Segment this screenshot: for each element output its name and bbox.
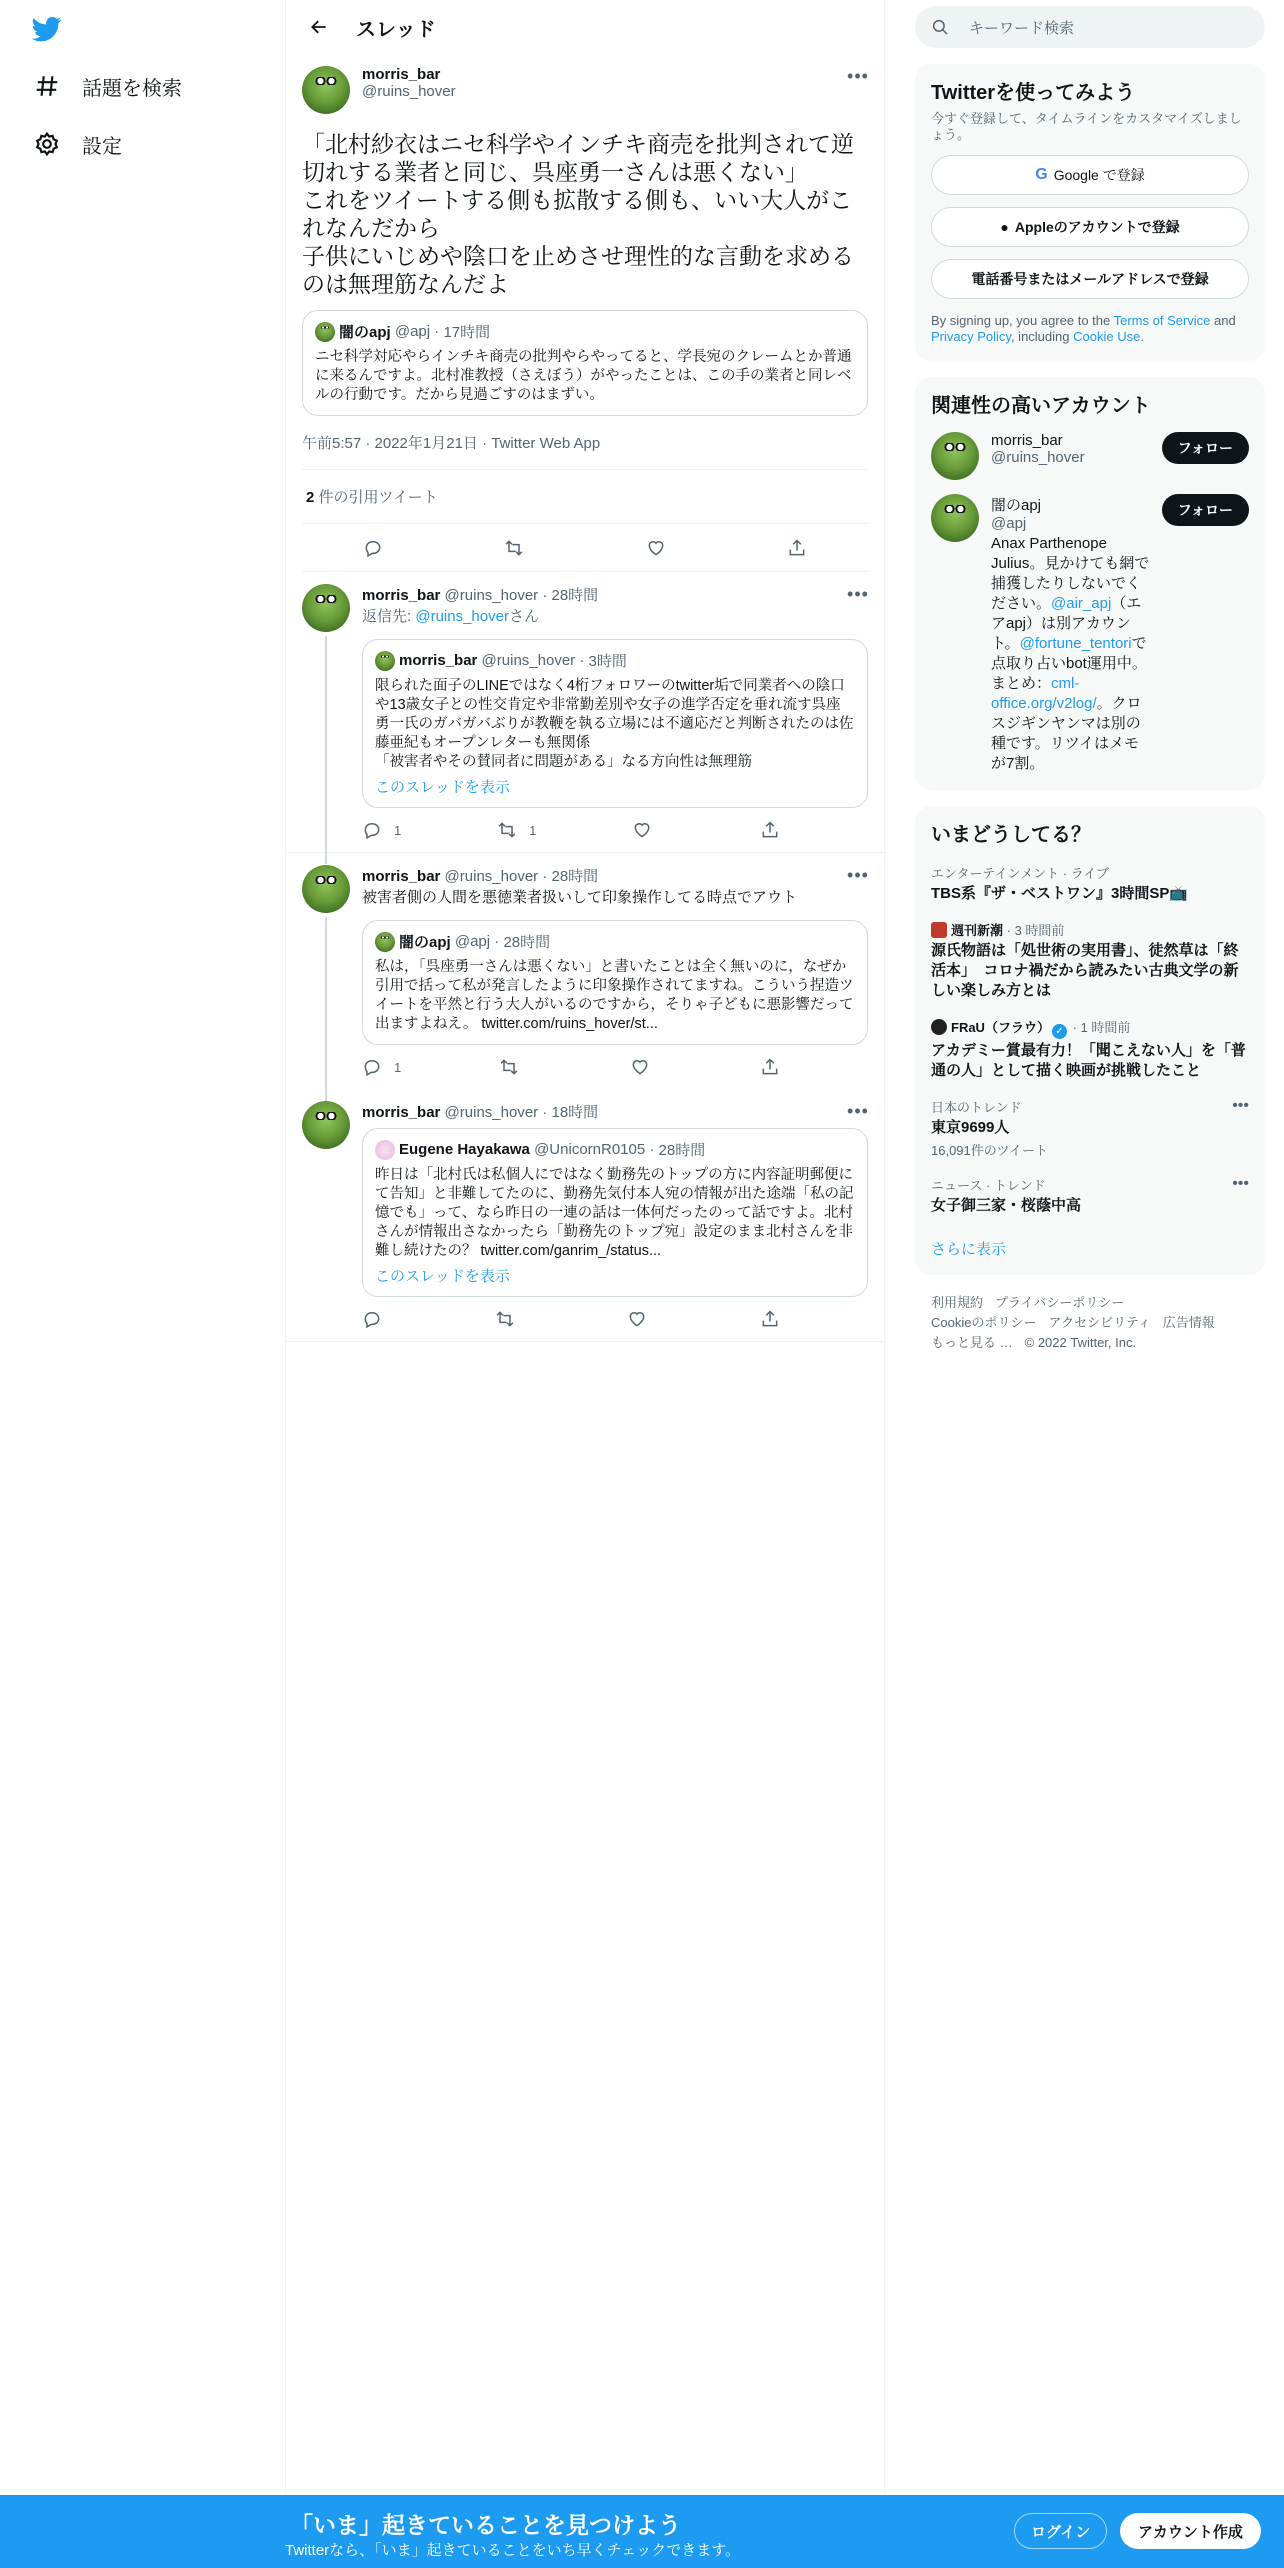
account-name[interactable]: 闇のapj (991, 497, 1042, 514)
like-action[interactable] (627, 1309, 659, 1329)
account-handle[interactable]: @apj (991, 515, 1027, 532)
hashtag-icon (34, 73, 60, 99)
trend-name: アカデミー賞最有力！「聞こえない人」を「普通の人」として描く映画が挑戦したこと (931, 1042, 1246, 1079)
publisher-icon (931, 1019, 947, 1035)
reply-author-handle[interactable]: @ruins_hover (444, 868, 539, 885)
avatar[interactable] (302, 1101, 350, 1149)
share-icon (760, 820, 780, 840)
quote-author-handle: @ruins_hover (481, 652, 576, 669)
quoted-tweet[interactable]: 闇のapj @apj · 17時間 ニセ科学対応やらインチキ商売の批判やらやってると、学長宛のクレームとか普通に来るんですよ。北村准教授（さえぼう）がやったことは、この手の業者と同レベルの行動です。だから見過ごすのはまずい。 (302, 310, 868, 416)
trend-time: 1 時間前 (1080, 1020, 1131, 1035)
trend-item[interactable] (931, 863, 1249, 904)
trend-source: 週刊新潮 (951, 923, 1004, 938)
reply-tweet-3[interactable]: morris_bar @ruins_hover · 18時間 ••• Eugene Hayakawa @UnicornR0105 · 28時間 昨日は「北村氏は私個人にではなく勤務先のトップの方に内容証明郵便にて告知」と非難してたのに、勤務先気付本人宛の情報が出た途端「私の記憶でも」って、なら昨日の一連の話は一体何だったのって話ですよ。北村さんが情報出さなかったら「勤務先のトップ宛」設定のまま北村さんを非難し続けたの？ twitter.com/ganrim_/status... このスレッドを表示 (286, 1089, 884, 1342)
tweet-actions (302, 524, 868, 572)
reply-author-name[interactable]: morris_bar (362, 1104, 441, 1121)
trend-category: エンターテインメント · ライブ (931, 866, 1109, 881)
phone-signup-label: 電話番号またはメールアドレスで登録 (971, 271, 1209, 287)
retweet-action[interactable] (497, 820, 536, 840)
main-column (285, 0, 885, 2568)
trend-tweet-count: 16,091件のツイート (931, 1143, 1048, 1158)
reply-action[interactable] (362, 1057, 401, 1077)
quote-time: 3時間 (588, 653, 627, 670)
reply-action[interactable] (362, 1309, 394, 1329)
trend-item[interactable] (931, 1097, 1249, 1159)
banner-subtitle: Twitterなら、「いま」起きていることをいち早くチェックできます。 (285, 2542, 741, 2559)
reply-time[interactable]: 18時間 (551, 1104, 599, 1121)
back-arrow-icon (309, 17, 329, 37)
trend-time: 3 時間前 (1014, 923, 1065, 938)
author-name[interactable]: morris_bar (362, 66, 441, 83)
bio-link-fortune[interactable]: @fortune_tentori (1019, 635, 1132, 652)
share-action[interactable] (760, 1309, 792, 1329)
reply-icon (362, 1309, 382, 1329)
share-icon (760, 1309, 780, 1329)
copyright: © 2022 Twitter, Inc. (1024, 1335, 1137, 1350)
quote-author-name: Eugene Hayakawa (399, 1141, 530, 1158)
quote-avatar (375, 1140, 395, 1160)
quote-author-handle: @UnicornR0105 (534, 1141, 646, 1158)
like-icon (632, 820, 652, 840)
footer-link[interactable]: プライバシーポリシー (995, 1295, 1125, 1310)
apple-icon: ● (1000, 219, 1009, 235)
main-tweet (286, 54, 884, 572)
reply-author-handle[interactable]: @ruins_hover (444, 1104, 539, 1121)
author-handle[interactable]: @ruins_hover (362, 83, 456, 100)
google-signup-label: Google で登録 (1053, 167, 1145, 183)
bio-link-air-apj[interactable]: @air_apj (1051, 595, 1112, 612)
reply-time[interactable]: 28時間 (551, 868, 599, 885)
avatar[interactable] (302, 66, 350, 114)
related-accounts-card (915, 377, 1265, 790)
signup-subtitle: 今すぐ登録して、タイムラインをカスタマイズしましょう。 (931, 111, 1242, 142)
like-icon (630, 1057, 650, 1077)
search-input[interactable] (915, 6, 1265, 48)
more-options-icon[interactable]: ••• (1232, 1175, 1249, 1192)
apple-signup-label: Appleのアカウントで登録 (1014, 219, 1180, 235)
reply-tweet-1[interactable]: morris_bar @ruins_hover · 28時間 ••• 返信先: @ruins_hoverさん morris_bar @ruins_hover · 3時間 限られた面子のLINEではなく4桁フォロワーのtwitter垢で同業者への陰口や13歳女子との性交肯定や非常勤差別や女子の進学否定を垂れ流す呉座勇一氏のガバガバぶりが教鞭を執る立場には不適応だと判断されたのは佐藤亜紀もオープンレターも無関係 「被害者やその賛同者に問題がある」なる方向性は無理筋 このスレッドを表示 1 1 (286, 572, 884, 853)
trend-item[interactable]: FRaU（フラウ） ✓ · 1 時間前 アカデミー賞最有力！「聞こえない人」を「普通の人」として描く映画が挑戦したこと (931, 1017, 1249, 1081)
twitter-logo-icon[interactable] (30, 14, 64, 44)
reply-tweet-2[interactable]: morris_bar @ruins_hover · 28時間 ••• 被害者側の人間を悪徳業者扱いして印象操作してる時点でアウト 闇のapj @apj · 28時間 私は，「呉座勇一さんは悪くない」と書いたことは全く無いのに，なぜか引用で括って私が発言したように印象操作されてますね。こういう捏造ツイートを平然と行う大人がいるのですから，そりゃ子どもに悪影響だって出ますよねえ。 twitter.com/ruins_hover/st... 1 (286, 853, 884, 1089)
footer-link[interactable]: 広告情報 (1162, 1315, 1215, 1330)
reply-actions (362, 1297, 792, 1341)
reply-count: 1 (394, 1059, 402, 1075)
show-more-link[interactable]: さらに表示 (931, 1241, 1007, 1258)
tweet-text: 「北村紗衣はニセ科学やインチキ商売を批判されて逆切れする業者と同じ、呉座勇一さんは悪くない」 これをツイートする側も拡散する側も、いい大人がこれなんだから 子供にいじめや陰口を止めさせ理性的な言動を求めるのは無理筋なんだよ (302, 131, 854, 297)
quoted-tweet[interactable]: 闇のapj @apj · 28時間 私は，「呉座勇一さんは悪くない」と書いたことは全く無いのに，なぜか引用で括って私が発言したように印象操作されてますね。こういう捏造ツイートを平然と行う大人がいるのですから，そりゃ子どもに悪影響だって出ますよねえ。 twitter.com/ruins_hover/st... (362, 920, 868, 1045)
signup-banner (0, 2495, 1284, 2568)
footer-link[interactable]: アクセシビリティ (1048, 1315, 1151, 1330)
share-icon[interactable] (787, 538, 807, 558)
reply-to-link[interactable]: @ruins_hover (415, 608, 509, 625)
show-thread-link[interactable]: このスレッドを表示 (375, 779, 510, 796)
quote-author-name: morris_bar (399, 652, 478, 669)
avatar[interactable] (302, 865, 350, 913)
show-thread-link[interactable]: このスレッドを表示 (375, 1268, 510, 1285)
nav-explore[interactable] (34, 66, 182, 106)
footer-link[interactable]: Cookieのポリシー (931, 1315, 1037, 1330)
retweet-count: 1 (529, 822, 537, 838)
trend-item[interactable] (931, 1175, 1249, 1216)
quote-text: ニセ科学対応やらインチキ商売の批判やらやってると、学長宛のクレームとか普通に来るんですよ。北村准教授（さえぼう）がやったことは、この手の業者と同レベルの行動です。だから見過ごすのはまずい。 (315, 349, 852, 403)
nav-settings-label: 設定 (82, 135, 122, 158)
reply-author-handle[interactable]: @ruins_hover (444, 587, 539, 604)
trend-category: 日本のトレンド (931, 1100, 1022, 1115)
gear-icon (34, 131, 60, 157)
reply-count: 1 (394, 822, 402, 838)
share-action[interactable] (760, 1057, 792, 1077)
create-account-button[interactable]: アカウント作成 (1120, 2513, 1261, 2549)
trends-card (915, 806, 1265, 1275)
account-bio: Anax Parthenope Julius。見かけても網で捕獲したりしないでください。@air_apj（エアapj）は別アカウント。@fortune_tentoriで点取り占いbot運用中。まとめ：cml-office.org/v2log/。クロスジギンヤンマは別の種です。リツイはメモが7割。 (991, 535, 1150, 772)
quote-author-name: 闇のapj (399, 934, 451, 951)
trend-name: TBS系『ザ・ベストワン』3時間SP📺 (931, 885, 1189, 902)
quoted-tweet[interactable]: morris_bar @ruins_hover · 3時間 限られた面子のLINEではなく4桁フォロワーのtwitter垢で同業者への陰口や13歳女子との性交肯定や非常勤差別や女子の進学否定を垂れ流す呉座勇一氏のガバガバぶりが教鞭を執る立場には不適応だと判断されたのは佐藤亜紀もオープンレターも無関係 「被害者やその賛同者に問題がある」なる方向性は無理筋 このスレッドを表示 (362, 639, 868, 808)
follow-button[interactable]: フォロー (1162, 494, 1249, 526)
reply-icon[interactable] (363, 538, 383, 558)
signup-title: Twitterを使ってみよう (931, 82, 1136, 104)
related-account[interactable] (931, 494, 1249, 774)
quote-tweet-count[interactable] (302, 470, 868, 524)
reply-text: 被害者側の人間を悪徳業者扱いして印象操作してる時点でアウト (362, 889, 798, 906)
quote-count-value: 2 (306, 489, 315, 506)
login-button[interactable]: ログイン (1014, 2513, 1107, 2549)
signup-card (915, 64, 1265, 361)
footer-more-link[interactable]: もっと見る … (931, 1335, 1013, 1350)
retweet-icon (495, 1309, 515, 1329)
more-options-icon[interactable]: ••• (847, 65, 869, 86)
reply-icon (362, 1057, 382, 1077)
reply-author-name[interactable]: morris_bar (362, 587, 441, 604)
thread-header (286, 0, 884, 54)
avatar[interactable] (931, 432, 979, 480)
share-action[interactable] (760, 820, 792, 840)
reply-actions (362, 1045, 792, 1089)
quote-author-handle: @apj (394, 323, 431, 340)
reply-time[interactable]: 28時間 (551, 587, 599, 604)
quote-count-label: 件の引用ツイート (318, 489, 438, 506)
like-icon[interactable] (646, 538, 666, 558)
quote-time: 28時間 (658, 1142, 706, 1159)
follow-button[interactable]: フォロー (1162, 432, 1249, 464)
reply-author-name[interactable]: morris_bar (362, 868, 441, 885)
trend-name: 女子御三家・桜蔭中高 (931, 1197, 1082, 1214)
like-action[interactable] (632, 820, 664, 840)
quote-avatar (315, 322, 335, 342)
back-button[interactable] (302, 10, 336, 44)
nav-settings[interactable] (34, 124, 122, 164)
quote-author-handle: @apj (454, 933, 491, 950)
quote-avatar (375, 932, 395, 952)
related-account[interactable] (931, 432, 1249, 480)
right-sidebar (915, 0, 1265, 1371)
like-icon (627, 1309, 647, 1329)
reply-icon (362, 820, 382, 840)
quote-time: 17時間 (443, 324, 491, 341)
footer-link[interactable]: 利用規約 (931, 1295, 984, 1310)
trends-title: いまどうしてる？ (931, 824, 1091, 846)
privacy-link[interactable]: Privacy Policy (931, 329, 1011, 344)
trend-item[interactable]: 週刊新潮 · 3 時間前 源氏物語は「処世術の実用書」、徒然草は「終活本」 コロナ禍だから読みたい古典文学の新しい楽しみ方とは (931, 920, 1249, 1001)
quote-text: 私は，「呉座勇一さんは悪くない」と書いたことは全く無いのに，なぜか引用で括って私が発言したように印象操作されてますね。こういう捏造ツイートを平然と行う大人がいるのですから，そりゃ子どもに悪影響だって出ますよねえ。 twitter.com/ruins_hover/st... (375, 959, 854, 1032)
left-navigation (0, 0, 285, 2568)
search-icon (931, 18, 949, 36)
verified-badge-icon: ✓ (1052, 1024, 1067, 1039)
quote-time: 28時間 (503, 934, 551, 951)
avatar[interactable] (302, 584, 350, 632)
quote-avatar (375, 651, 395, 671)
quote-author-name: 闇のapj (339, 324, 391, 341)
account-handle[interactable]: @ruins_hover (991, 449, 1085, 466)
nav-explore-label: 話題を検索 (82, 77, 182, 100)
retweet-icon (499, 1057, 519, 1077)
terms-link[interactable]: Terms of Service (1113, 313, 1211, 328)
google-icon: G (1035, 166, 1048, 183)
trend-category: ニュース · トレンド (931, 1178, 1046, 1193)
trend-name: 源氏物語は「処世術の実用書」、徒然草は「終活本」 コロナ禍だから読みたい古典文学の新しい楽しみ方とは (931, 942, 1239, 999)
banner-title: 「いま」起きていることを見つけよう (290, 2512, 681, 2538)
reply-action[interactable] (362, 820, 401, 840)
tweet-meta[interactable]: 午前5:57 · 2022年1月21日 · Twitter Web App (302, 416, 868, 470)
google-signup-button[interactable] (931, 155, 1249, 195)
more-options-icon[interactable]: ••• (847, 584, 869, 604)
reply-actions (362, 808, 792, 852)
trend-source: FRaU（フラウ） (951, 1020, 1050, 1035)
trend-name: 東京9699人 (931, 1119, 1010, 1136)
avatar[interactable] (931, 494, 979, 542)
share-icon (760, 1057, 780, 1077)
quote-text: 限られた面子のLINEではなく4桁フォロワーのtwitter垢で同業者への陰口や13歳女子との性交肯定や非常勤差別や女子の進学否定を垂れ流す呉座勇一氏のガバガバぶりが教鞭を執る立場には不適応だと判断されたのは佐藤亜紀もオープンレターも無関係 「被害者やその賛同者に問題がある」なる方向性は無理筋 (375, 678, 854, 770)
quoted-tweet[interactable]: Eugene Hayakawa @UnicornR0105 · 28時間 昨日は「北村氏は私個人にではなく勤務先のトップの方に内容証明郵便にて告知」と非難してたのに、勤務先気付本人宛の情報が出た途端「私の記憶でも」って、なら昨日の一連の話は一体何だったのって話ですよ。北村さんが情報出さなかったら「勤務先のトップ宛」設定のまま北村さんを非難し続けたの？ twitter.com/ganrim_/status... このスレッドを表示 (362, 1128, 868, 1297)
related-title: 関連性の高いアカウント (931, 395, 1151, 417)
publisher-icon (931, 922, 947, 938)
phone-email-signup-button[interactable] (931, 259, 1249, 299)
thread-connector (325, 917, 327, 1101)
cookie-link[interactable]: Cookie Use (1073, 329, 1141, 344)
more-options-icon[interactable]: ••• (847, 865, 869, 885)
quote-text: 昨日は「北村氏は私個人にではなく勤務先のトップの方に内容証明郵便にて告知」と非難してたのに、勤務先気付本人宛の情報が出た途端「私の記憶でも」って、なら昨日の一連の話は一体何だったのって話ですよ。北村さんが情報出さなかったら「勤務先のトップ宛」設定のまま北村さんを非難し続けたの？ twitter.com/ganrim_/status... (375, 1167, 854, 1259)
retweet-icon[interactable] (504, 538, 524, 558)
more-options-icon[interactable]: ••• (847, 1101, 869, 1121)
retweet-icon (497, 820, 517, 840)
account-name[interactable]: morris_bar (991, 432, 1063, 449)
bio-link-site[interactable]: cml-office.org/v2log/ (991, 675, 1097, 712)
retweet-action[interactable] (495, 1309, 527, 1329)
signup-terms: By signing up, you agree to the Terms of Service and Privacy Policy, including Cookie Use. (931, 313, 1236, 344)
like-action[interactable] (630, 1057, 662, 1077)
retweet-action[interactable] (499, 1057, 531, 1077)
more-options-icon[interactable]: ••• (1232, 1097, 1249, 1114)
reply-to-line: 返信先: @ruins_hoverさん (362, 608, 539, 625)
page-title: スレッド (356, 18, 436, 41)
search-placeholder: キーワード検索 (969, 19, 1075, 37)
apple-signup-button[interactable] (931, 207, 1249, 247)
footer-links (915, 1275, 1265, 1371)
thread-connector (325, 636, 327, 864)
